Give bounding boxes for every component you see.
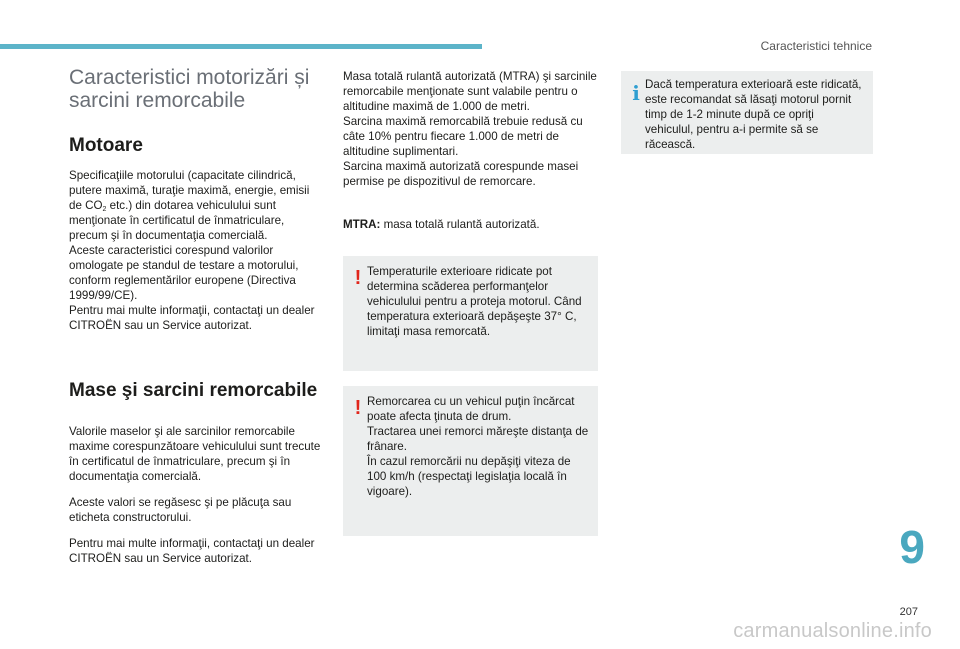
warning-box-temperature (343, 256, 598, 371)
masses-paragraph-1: Valorile maselor şi ale sarcinilor remorcabile maxime corespunzătoare vehiculului sunt trecute în certificatul de înmatriculare, precum şi în documentaţia comercială. (69, 425, 321, 483)
info-box-engine-cooling (621, 71, 873, 154)
masses-paragraph-3: Pentru mai multe informaţii, contactaţi un dealer CITROËN sau un Service autorizat. (69, 537, 315, 565)
header-accent-bar (0, 44, 482, 49)
info-icon: i (632, 81, 640, 105)
page-number: 207 (899, 606, 918, 618)
masses-paragraph-2: Aceste valori se regăsesc şi pe plăcuţa sau eticheta constructorului. (69, 496, 292, 524)
engines-paragraph-1: Specificaţiile motorului (capacitate cilindrică, putere maximă, turaţie maximă, energie, emisii de $CO_2$ etc.) din dotarea vehiculului sunt menţionate în certificatul de înmatriculare, precum şi în documentaţia comercială. (69, 169, 310, 242)
info-text-engine-cooling: Dacă temperatura exterioară este ridicată, este recomandat să lăsaţi motorul pornit timp de 1-2 minute după ce opriţi vehiculul, pentru a-i permite să se răcească. (645, 78, 862, 151)
masses-heading: Mase şi sarcini remorcabile (69, 380, 318, 401)
engines-paragraph-3: Pentru mai multe informaţii, contactaţi un dealer CITROËN sau un Service autorizat. (69, 304, 315, 332)
mtra-definition: MTRA: masa totală rulantă autorizată. (343, 218, 540, 231)
warning-box-towing (343, 386, 598, 536)
engines-paragraph-2: Aceste caracteristici corespund valorilor omologate pe standul de testare a motorului, conform reglementărilor europene (Directiva 1999/99/CE). (69, 244, 299, 302)
warning-towing-line-1: Remorcarea cu un vehicul puţin încărcat poate afecta ţinuta de drum. (367, 395, 575, 423)
middle-column (343, 69, 601, 232)
mtra-paragraph-1: Masa totală rulantă autorizată (MTRA) şi sarcinile remorcabile menţionate sunt valabile pentru o altitudine maximă de 1.000 de metri. (343, 70, 597, 113)
chapter-number: 9 (899, 521, 925, 573)
mtra-paragraph-3: Sarcina maximă autorizată corespunde masei permise pe dispozitivul de remorcare. (343, 160, 579, 188)
warning-icon: ! (354, 267, 362, 289)
engines-heading: Motoare (69, 135, 143, 156)
warning-text-towing (367, 394, 590, 499)
section-title: Caracteristici motorizări și sarcini remorcabile (69, 66, 310, 112)
warning-text-temperature: Temperaturile exterioare ridicate pot determina scăderea performanţelor vehiculului pentru a proteja motorul. Când temperatura exterioară depăşeşte 37° C, limitaţi masa remorcată. (367, 265, 582, 338)
mtra-paragraph-2: Sarcina maximă remorcabilă trebuie redusă cu câte 10% pentru fiecare 1.000 de metri de altitudine suplimentari. (343, 115, 583, 158)
header-title: Caracteristici tehnice (760, 39, 872, 53)
warning-towing-line-3: În cazul remorcării nu depăşiţi viteza de 100 km/h (respectaţi legislaţia locală în vigoare). (367, 455, 571, 498)
watermark: carmanualsonline.info (733, 620, 932, 642)
warning-icon: ! (354, 397, 362, 419)
warning-towing-line-2: Tractarea unei remorci măreşte distanţa de frânare. (367, 425, 589, 453)
left-column (69, 66, 323, 566)
